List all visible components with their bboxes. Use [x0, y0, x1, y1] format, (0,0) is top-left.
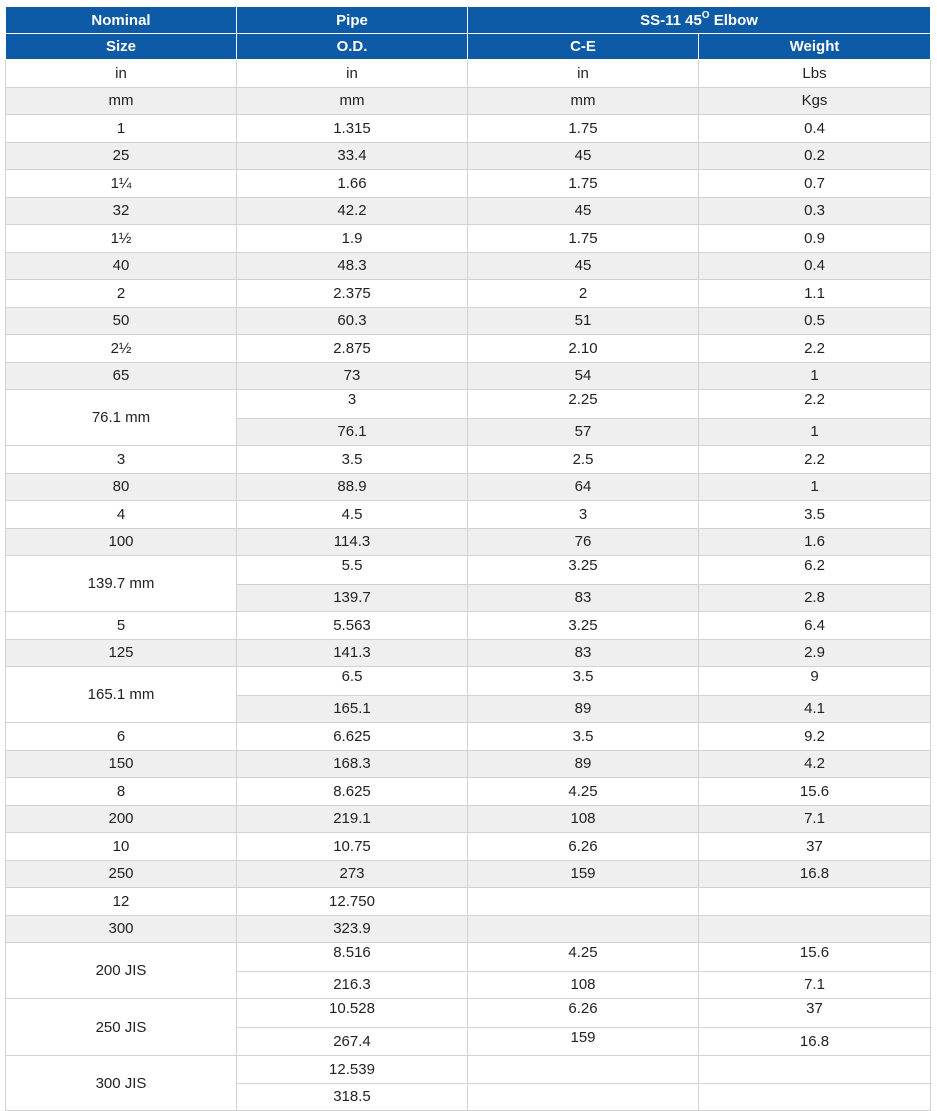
- table-row: [6, 170, 931, 198]
- cell-weight: 16.8: [699, 1027, 931, 1056]
- cell-od: 273: [237, 860, 468, 888]
- header-elbow-title: SS-11 45: [640, 11, 702, 29]
- cell-ce: 3.25: [468, 612, 699, 640]
- table-row: [6, 335, 931, 363]
- cell-size: 250 JIS: [6, 999, 237, 1056]
- table-row: [6, 778, 931, 806]
- cell-size: 50: [6, 307, 237, 335]
- cell-od: 1.66: [237, 170, 468, 198]
- cell-od: 8.516: [237, 943, 468, 972]
- cell-size: 5: [6, 612, 237, 640]
- cell-weight: 2.2: [699, 446, 931, 474]
- cell-od: 8.625: [237, 778, 468, 806]
- cell-od: 3.5: [237, 446, 468, 474]
- cell-ce: 2.10: [468, 335, 699, 363]
- cell-weight: 7.1: [699, 805, 931, 833]
- cell-od: mm: [237, 87, 468, 115]
- cell-size: 200: [6, 805, 237, 833]
- cell-size: 300 JIS: [6, 1056, 237, 1111]
- cell-od: 318.5: [237, 1083, 468, 1111]
- cell-weight: 2.9: [699, 639, 931, 667]
- table-row: [6, 115, 931, 143]
- cell-od: 114.3: [237, 528, 468, 556]
- cell-weight: 0.7: [699, 170, 931, 198]
- cell-od: 12.539: [237, 1056, 468, 1084]
- cell-weight: 1: [699, 362, 931, 390]
- header-weight: Weight: [699, 34, 931, 60]
- cell-ce: [468, 915, 699, 943]
- cell-od: in: [237, 60, 468, 88]
- cell-ce: 159: [468, 860, 699, 888]
- cell-ce: 83: [468, 584, 699, 612]
- header-pipe: Pipe: [237, 7, 468, 34]
- cell-od: 139.7: [237, 584, 468, 612]
- cell-weight: 37: [699, 999, 931, 1028]
- table-row: [6, 252, 931, 280]
- cell-od: 1.315: [237, 115, 468, 143]
- cell-size: 65: [6, 362, 237, 390]
- cell-od: 73: [237, 362, 468, 390]
- cell-od: 88.9: [237, 473, 468, 501]
- cell-size: 125: [6, 639, 237, 667]
- table-row: [6, 307, 931, 335]
- cell-ce: 89: [468, 750, 699, 778]
- cell-ce: 51: [468, 307, 699, 335]
- cell-size: 2: [6, 280, 237, 308]
- cell-ce: in: [468, 60, 699, 88]
- cell-ce: 1.75: [468, 115, 699, 143]
- cell-size: 139.7 mm: [6, 556, 237, 612]
- cell-weight: [699, 1056, 931, 1084]
- cell-size: 8: [6, 778, 237, 806]
- cell-size: 3: [6, 446, 237, 474]
- cell-size: 2½: [6, 335, 237, 363]
- table-row: [6, 197, 931, 225]
- cell-weight: 0.4: [699, 252, 931, 280]
- cell-ce: 108: [468, 805, 699, 833]
- cell-ce: 2: [468, 280, 699, 308]
- degree-superscript: O: [701, 9, 710, 21]
- cell-size: 32: [6, 197, 237, 225]
- cell-ce: 54: [468, 362, 699, 390]
- cell-ce: 2.25: [468, 390, 699, 419]
- cell-ce: 76: [468, 528, 699, 556]
- cell-ce: mm: [468, 87, 699, 115]
- cell-od: 33.4: [237, 142, 468, 170]
- table-row: [6, 943, 931, 972]
- cell-ce: [468, 888, 699, 916]
- header-od: O.D.: [237, 34, 468, 60]
- cell-weight: 0.2: [699, 142, 931, 170]
- cell-ce: 2.5: [468, 446, 699, 474]
- table-row: [6, 667, 931, 696]
- cell-weight: 15.6: [699, 943, 931, 972]
- cell-weight: 1.1: [699, 280, 931, 308]
- table-row: [6, 501, 931, 529]
- table-row: [6, 556, 931, 585]
- cell-ce: 57: [468, 418, 699, 446]
- cell-weight: 1: [699, 418, 931, 446]
- cell-ce: 89: [468, 695, 699, 723]
- table-row: [6, 87, 931, 115]
- cell-size: 10: [6, 833, 237, 861]
- cell-od: 76.1: [237, 418, 468, 446]
- cell-od: 6.625: [237, 723, 468, 751]
- cell-size: 25: [6, 142, 237, 170]
- cell-od: 48.3: [237, 252, 468, 280]
- cell-ce: 45: [468, 142, 699, 170]
- cell-size: in: [6, 60, 237, 88]
- cell-ce: [468, 1056, 699, 1084]
- cell-ce: 3: [468, 501, 699, 529]
- cell-size: 165.1 mm: [6, 667, 237, 723]
- cell-od: 4.5: [237, 501, 468, 529]
- cell-ce: 4.25: [468, 943, 699, 972]
- cell-od: 5.5: [237, 556, 468, 585]
- cell-weight: [699, 888, 931, 916]
- table-row: [6, 888, 931, 916]
- table-row: [6, 860, 931, 888]
- cell-od: 5.563: [237, 612, 468, 640]
- cell-weight: 1: [699, 473, 931, 501]
- cell-size: 76.1 mm: [6, 390, 237, 446]
- table-row: [6, 915, 931, 943]
- table-row: [6, 390, 931, 419]
- cell-ce: 83: [468, 639, 699, 667]
- table-row: [6, 446, 931, 474]
- cell-weight: 6.2: [699, 556, 931, 585]
- cell-weight: 15.6: [699, 778, 931, 806]
- cell-weight: 0.5: [699, 307, 931, 335]
- cell-weight: 0.3: [699, 197, 931, 225]
- cell-weight: 0.9: [699, 225, 931, 253]
- table-row: [6, 142, 931, 170]
- cell-size: 250: [6, 860, 237, 888]
- cell-ce: [468, 1083, 699, 1111]
- cell-od: 60.3: [237, 307, 468, 335]
- cell-weight: 7.1: [699, 971, 931, 999]
- cell-od: 1.9: [237, 225, 468, 253]
- cell-od: 12.750: [237, 888, 468, 916]
- cell-od: 219.1: [237, 805, 468, 833]
- cell-od: 6.5: [237, 667, 468, 696]
- cell-od: 10.528: [237, 999, 468, 1028]
- table-row: [6, 528, 931, 556]
- table-row: [6, 639, 931, 667]
- header-nominal: Nominal: [6, 7, 237, 34]
- cell-size: 80: [6, 473, 237, 501]
- table-row: [6, 612, 931, 640]
- table-row: [6, 362, 931, 390]
- cell-od: 267.4: [237, 1027, 468, 1056]
- table-row: [6, 833, 931, 861]
- cell-od: 323.9: [237, 915, 468, 943]
- cell-weight: 3.5: [699, 501, 931, 529]
- cell-weight: 2.2: [699, 335, 931, 363]
- table-row: [6, 473, 931, 501]
- cell-weight: Lbs: [699, 60, 931, 88]
- cell-size: 40: [6, 252, 237, 280]
- cell-ce: 4.25: [468, 778, 699, 806]
- cell-size: 1: [6, 115, 237, 143]
- cell-size: 1¼: [6, 170, 237, 198]
- cell-size: 12: [6, 888, 237, 916]
- cell-weight: [699, 915, 931, 943]
- table-row: [6, 805, 931, 833]
- cell-ce: 3.5: [468, 723, 699, 751]
- cell-od: 216.3: [237, 971, 468, 999]
- cell-ce: 1.75: [468, 225, 699, 253]
- cell-od: 165.1: [237, 695, 468, 723]
- elbow-dimension-table-wrapper: [5, 6, 930, 1111]
- cell-weight: 2.2: [699, 390, 931, 419]
- cell-ce: 6.26: [468, 833, 699, 861]
- cell-weight: 4.2: [699, 750, 931, 778]
- table-row: [6, 225, 931, 253]
- cell-size: 100: [6, 528, 237, 556]
- cell-ce: 3.25: [468, 556, 699, 585]
- cell-od: 2.375: [237, 280, 468, 308]
- cell-ce: 45: [468, 252, 699, 280]
- cell-ce: 45: [468, 197, 699, 225]
- table-row: [6, 280, 931, 308]
- cell-size: 6: [6, 723, 237, 751]
- cell-od: 2.875: [237, 335, 468, 363]
- cell-od: 141.3: [237, 639, 468, 667]
- cell-ce: 159: [468, 1027, 699, 1056]
- header-elbow-suffix: Elbow: [709, 11, 758, 29]
- cell-weight: 4.1: [699, 695, 931, 723]
- cell-size: 150: [6, 750, 237, 778]
- header-size: Size: [6, 34, 237, 60]
- cell-ce: 3.5: [468, 667, 699, 696]
- cell-od: 10.75: [237, 833, 468, 861]
- table-row: [6, 723, 931, 751]
- header-ce: C-E: [468, 34, 699, 60]
- cell-weight: 6.4: [699, 612, 931, 640]
- cell-weight: 9: [699, 667, 931, 696]
- cell-od: 42.2: [237, 197, 468, 225]
- cell-od: 168.3: [237, 750, 468, 778]
- cell-size: 4: [6, 501, 237, 529]
- cell-size: 300: [6, 915, 237, 943]
- cell-weight: Kgs: [699, 87, 931, 115]
- cell-od: 3: [237, 390, 468, 419]
- cell-size: 1½: [6, 225, 237, 253]
- cell-weight: 2.8: [699, 584, 931, 612]
- cell-ce: 108: [468, 971, 699, 999]
- cell-weight: 37: [699, 833, 931, 861]
- cell-ce: 64: [468, 473, 699, 501]
- cell-weight: 1.6: [699, 528, 931, 556]
- cell-weight: 16.8: [699, 860, 931, 888]
- cell-size: mm: [6, 87, 237, 115]
- header-elbow-group: [468, 7, 931, 34]
- table-row: [6, 999, 931, 1028]
- table-row: [6, 750, 931, 778]
- cell-weight: 0.4: [699, 115, 931, 143]
- table-row: [6, 60, 931, 88]
- cell-ce: 1.75: [468, 170, 699, 198]
- table-row: [6, 1056, 931, 1084]
- cell-weight: [699, 1083, 931, 1111]
- cell-size: 200 JIS: [6, 943, 237, 999]
- elbow-dimension-table: [5, 6, 931, 1111]
- cell-ce: 6.26: [468, 999, 699, 1028]
- cell-weight: 9.2: [699, 723, 931, 751]
